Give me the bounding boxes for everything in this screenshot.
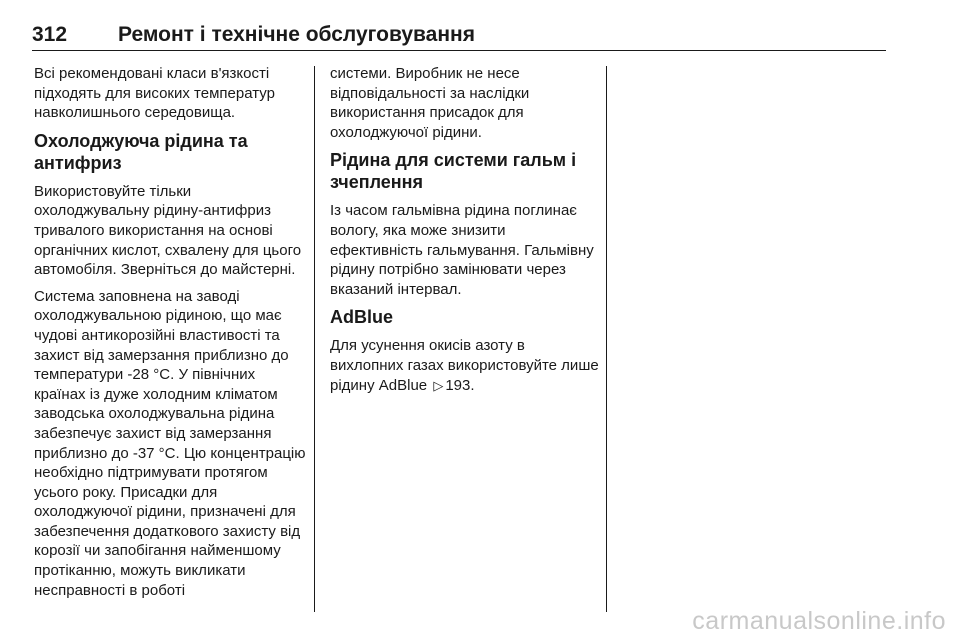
- paragraph-brake-fluid: Із часом гальмівна рідина поглинає вологу, яка може знизити ефективність гальмування. Гальмівну рідину потрібно замінювати через вказаний інтервал.: [330, 202, 594, 298]
- middle-column: [330, 64, 600, 402]
- heading-brake-clutch-fluid: Рідина для системи гальм і зчеплення: [330, 150, 577, 193]
- page-number: 312: [32, 23, 68, 46]
- adblue-text: Для усунення окисів азоту в вихлопних газах використовуйте лише рідину AdBlue: [330, 337, 599, 394]
- paragraph-coolant-usage: Використовуйте тільки охолоджувальну рідину-антифриз тривалого використання на основі органічних кислот, схвалену для цього автомобіля. Зверніться до майстерні.: [34, 182, 302, 279]
- paragraph-coolant-system: Система заповнена на заводі охолоджувальною рідиною, що має чудові антикорозійні властивості та захист від замерзання приблизно до температури -28 °C. У північних країнах із дуже холодним кліматом заводська охолоджувальна рідина забезпечує захист від замерзання приблизно до -37 °C. Цю концентрацію необхідно підтримувати протягом усього року. Присадки для охолоджуючої рідини, призначені для забезпечення додаткового захисту від корозії чи запобігання найменшому протіканню, можуть викликати несправності в роботі: [34, 287, 306, 599]
- column-divider: [314, 66, 315, 612]
- heading-adblue: AdBlue: [330, 307, 393, 328]
- page-reference-number[interactable]: 193.: [445, 376, 475, 394]
- page-header: [32, 22, 886, 51]
- watermark: carmanualsonline.info: [692, 607, 946, 635]
- paragraph-adblue: [330, 336, 600, 395]
- page-title: Ремонт і технічне обслуговування: [118, 23, 475, 46]
- paragraph-viscosity: Всі рекомендовані класи в'язкості підходять для високих температур навколишнього середовища.: [34, 65, 275, 122]
- paragraph-additives: системи. Виробник не несе відповідальності за наслідки використання присадок для охолоджуючої рідини.: [330, 65, 530, 141]
- column-divider: [606, 66, 607, 612]
- heading-coolant-antifreeze: Охолоджуюча рідина та антифриз: [34, 130, 248, 173]
- page-reference-icon[interactable]: ▷: [433, 377, 444, 393]
- left-column: [34, 64, 306, 607]
